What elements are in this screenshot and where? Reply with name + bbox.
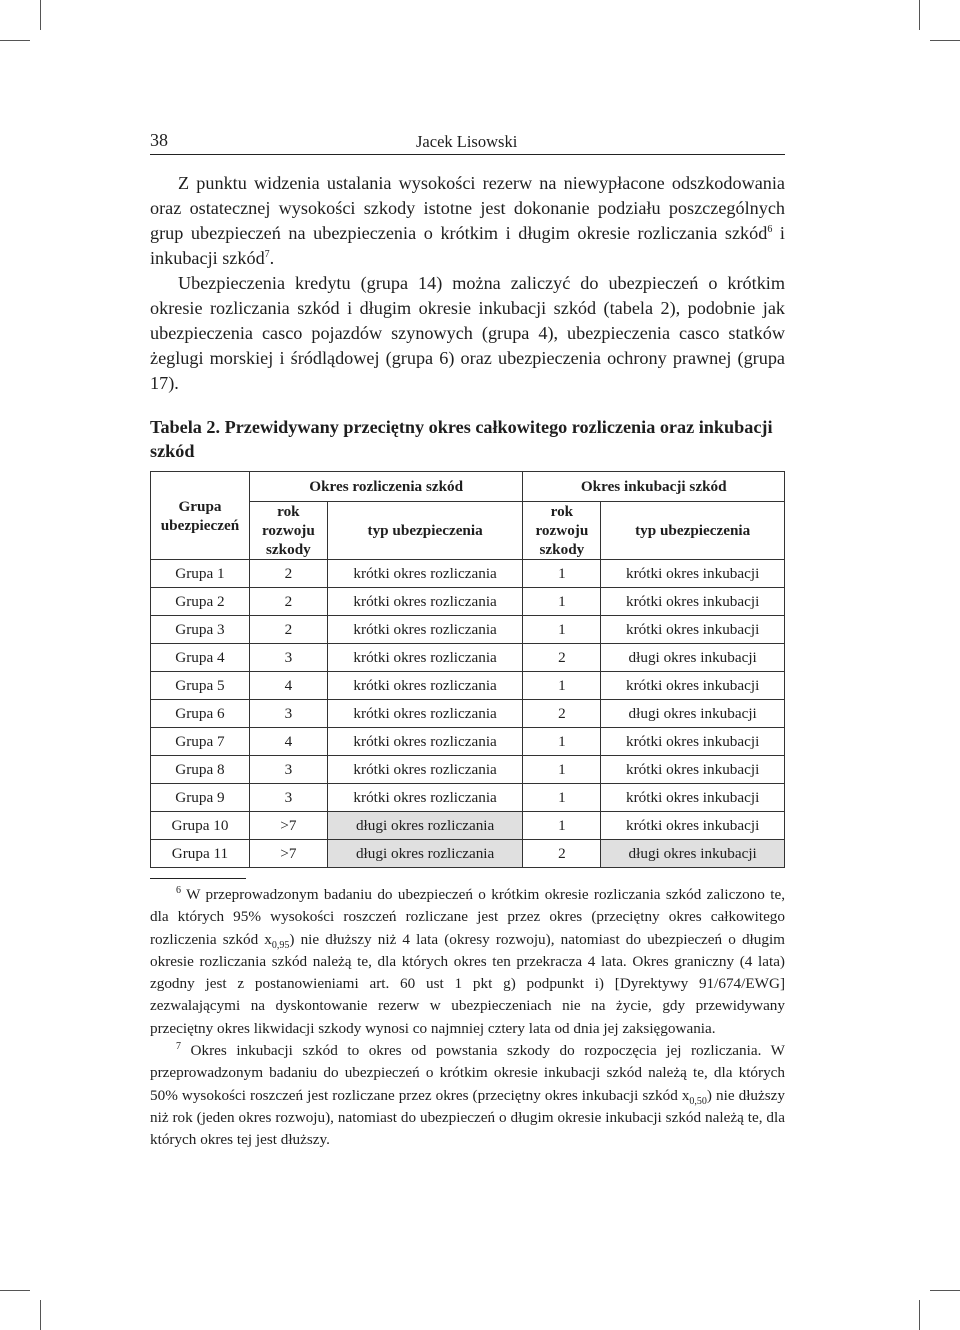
cell-incubation-years: 1 xyxy=(523,756,601,784)
paragraph: Z punktu widzenia ustalania wysokości rezerw na niewypłacone odszkodowania oraz ostatecznej wysokości szkody istotne jest dokonanie podziału poszczególnych grup ubezpieczeń na ubezpieczenia o krótkim i długim okresie rozliczania szkód$^6$ i inkubacji szkód$^7$. xyxy=(150,173,785,268)
page-number: 38 xyxy=(150,130,168,150)
cell-group: Grupa 1 xyxy=(151,560,250,588)
cell-group: Grupa 8 xyxy=(151,756,250,784)
paragraph: Ubezpieczenia kredytu (grupa 14) można zaliczyć do ubezpieczeń o krótkim okresie rozliczania szkód i długim okresie inkubacji szkód (tabela 2), podobnie jak ubezpieczenia casco pojazdów szynowych (grupa 4), ubezpieczenia casco statków żeglugi morskiej i śródlądowej (grupa 6) oraz ubezpieczenia ochrony prawnej (grupa 17). xyxy=(150,273,785,393)
cell-incubation-years: 1 xyxy=(523,560,601,588)
cell-incubation-type: długi okres inkubacji xyxy=(601,700,785,728)
header-group: Grupa ubezpieczeń xyxy=(151,472,250,560)
table-row xyxy=(151,728,785,756)
cell-incubation-years: 1 xyxy=(523,812,601,840)
table-row xyxy=(151,672,785,700)
cell-incubation-type: krótki okres inkubacji xyxy=(601,784,785,812)
table-row xyxy=(151,756,785,784)
crop-mark xyxy=(930,1290,960,1291)
cell-settlement-years: 3 xyxy=(249,700,327,728)
cell-incubation-type: krótki okres inkubacji xyxy=(601,672,785,700)
cell-settlement-type: krótki okres rozliczania xyxy=(327,560,523,588)
table-row xyxy=(151,840,785,868)
cell-settlement-type: krótki okres rozliczania xyxy=(327,700,523,728)
cell-incubation-type: krótki okres inkubacji xyxy=(601,728,785,756)
cell-incubation-years: 1 xyxy=(523,728,601,756)
table-row xyxy=(151,700,785,728)
cell-settlement-type: krótki okres rozliczania xyxy=(327,756,523,784)
footnote-ref[interactable]: 7 xyxy=(264,248,270,260)
cell-settlement-type: krótki okres rozliczania xyxy=(327,784,523,812)
header-settlement: Okres rozliczenia szkód xyxy=(249,472,523,502)
cell-group: Grupa 3 xyxy=(151,616,250,644)
cell-settlement-type: krótki okres rozliczania xyxy=(327,616,523,644)
cell-settlement-years: 4 xyxy=(249,672,327,700)
cell-incubation-type: krótki okres inkubacji xyxy=(601,588,785,616)
footnote-ref[interactable]: 6 xyxy=(767,223,773,235)
cell-group: Grupa 7 xyxy=(151,728,250,756)
cell-incubation-years: 2 xyxy=(523,700,601,728)
cell-settlement-type: krótki okres rozliczania xyxy=(327,588,523,616)
cell-incubation-type: krótki okres inkubacji xyxy=(601,560,785,588)
cell-incubation-years: 2 xyxy=(523,840,601,868)
header-type: typ ubezpieczenia xyxy=(601,502,785,560)
data-table xyxy=(150,471,785,868)
cell-incubation-years: 1 xyxy=(523,784,601,812)
cell-settlement-years: 2 xyxy=(249,588,327,616)
cell-settlement-type: krótki okres rozliczania xyxy=(327,672,523,700)
crop-mark xyxy=(919,1300,920,1330)
cell-settlement-years: 2 xyxy=(249,616,327,644)
cell-group: Grupa 9 xyxy=(151,784,250,812)
crop-mark xyxy=(919,0,920,30)
header-type: typ ubezpieczenia xyxy=(327,502,523,560)
header-years: rok rozwoju szkody xyxy=(523,502,601,560)
cell-group: Grupa 6 xyxy=(151,700,250,728)
cell-group: Grupa 2 xyxy=(151,588,250,616)
cell-settlement-type: długi okres rozliczania xyxy=(327,840,523,868)
cell-group: Grupa 11 xyxy=(151,840,250,868)
cell-incubation-type: krótki okres inkubacji xyxy=(601,812,785,840)
cell-settlement-years: 2 xyxy=(249,560,327,588)
header-incubation: Okres inkubacji szkód xyxy=(523,472,785,502)
table-row xyxy=(151,588,785,616)
footnote-mark: 6 xyxy=(176,884,181,896)
footnote: $^6$ W przeprowadzonym badaniu do ubezpieczeń o krótkim okresie rozliczania szkód zaliczono te, dla których 95% wysokości roszczeń rozliczane jest przez okres (przeciętny okres całkowitego rozliczenia szkód $x_{0,95}$) nie dłuższy niż 4 lata (okresy rozwoju), natomiast do ubezpieczeń o długim okresie rozliczania szkód należą te, dla których okres ten przekracza 4 lata. Okres graniczny (4 lata) zgodny jest z postanowieniami art. 60 ust 1 pkt g) podpunkt i) [Dyrektywy 91/674/EWG] zezwalającymi na dyskontowanie rezerw w ubezpieczeniach nie na życie, gdy przewidywany przeciętny okres likwidacji szkody wynosi co najmniej cztery lata od dnia jej zaksięgowania. xyxy=(150,884,786,1037)
running-header xyxy=(150,130,785,155)
cell-settlement-years: 3 xyxy=(249,644,327,672)
table-caption: Tabela 2. Przewidywany przeciętny okres całkowitego rozliczenia oraz inkubacji szkód xyxy=(150,417,773,461)
footnote: $^7$ Okres inkubacji szkód to okres od powstania szkody do rozpoczęcia jej rozliczania. W przeprowadzonym badaniu do ubezpieczeń o krótkim okresie inkubacji szkód należą te, dla których 50% wysokości roszczeń jest rozliczane przez okres (przeciętny okres inkubacji szkód $x_{0,50}$) nie dłuższy niż rok (jeden okres rozwoju), natomiast do ubezpieczeń o długim okresie inkubacji szkód należą te, dla których okres tej jest dłuższy. xyxy=(150,1041,785,1149)
cell-incubation-years: 1 xyxy=(523,672,601,700)
table-row xyxy=(151,644,785,672)
cell-settlement-years: 3 xyxy=(249,784,327,812)
cell-settlement-type: długi okres rozliczania xyxy=(327,812,523,840)
crop-mark xyxy=(40,0,41,30)
table-row xyxy=(151,616,785,644)
cell-settlement-years: 3 xyxy=(249,756,327,784)
cell-group: Grupa 5 xyxy=(151,672,250,700)
cell-group: Grupa 4 xyxy=(151,644,250,672)
cell-settlement-years: 4 xyxy=(249,728,327,756)
cell-settlement-type: krótki okres rozliczania xyxy=(327,728,523,756)
crop-mark xyxy=(40,1300,41,1330)
crop-mark xyxy=(0,40,30,41)
cell-incubation-years: 2 xyxy=(523,644,601,672)
cell-incubation-type: długi okres inkubacji xyxy=(601,840,785,868)
cell-incubation-type: długi okres inkubacji xyxy=(601,644,785,672)
footnote-mark: 7 xyxy=(176,1041,181,1053)
table-row xyxy=(151,812,785,840)
running-head-author: Jacek Lisowski xyxy=(416,132,518,151)
cell-incubation-years: 1 xyxy=(523,616,601,644)
table-row xyxy=(151,560,785,588)
cell-incubation-years: 1 xyxy=(523,588,601,616)
body-text xyxy=(150,171,785,396)
footnotes xyxy=(150,884,785,1152)
cell-settlement-years: >7 xyxy=(249,812,327,840)
cell-incubation-type: krótki okres inkubacji xyxy=(601,756,785,784)
header-years: rok rozwoju szkody xyxy=(249,502,327,560)
cell-group: Grupa 10 xyxy=(151,812,250,840)
crop-mark xyxy=(0,1290,30,1291)
cell-incubation-type: krótki okres inkubacji xyxy=(601,616,785,644)
footnote-divider xyxy=(150,878,246,879)
cell-settlement-type: krótki okres rozliczania xyxy=(327,644,523,672)
crop-mark xyxy=(930,40,960,41)
table-row xyxy=(151,784,785,812)
cell-settlement-years: >7 xyxy=(249,840,327,868)
